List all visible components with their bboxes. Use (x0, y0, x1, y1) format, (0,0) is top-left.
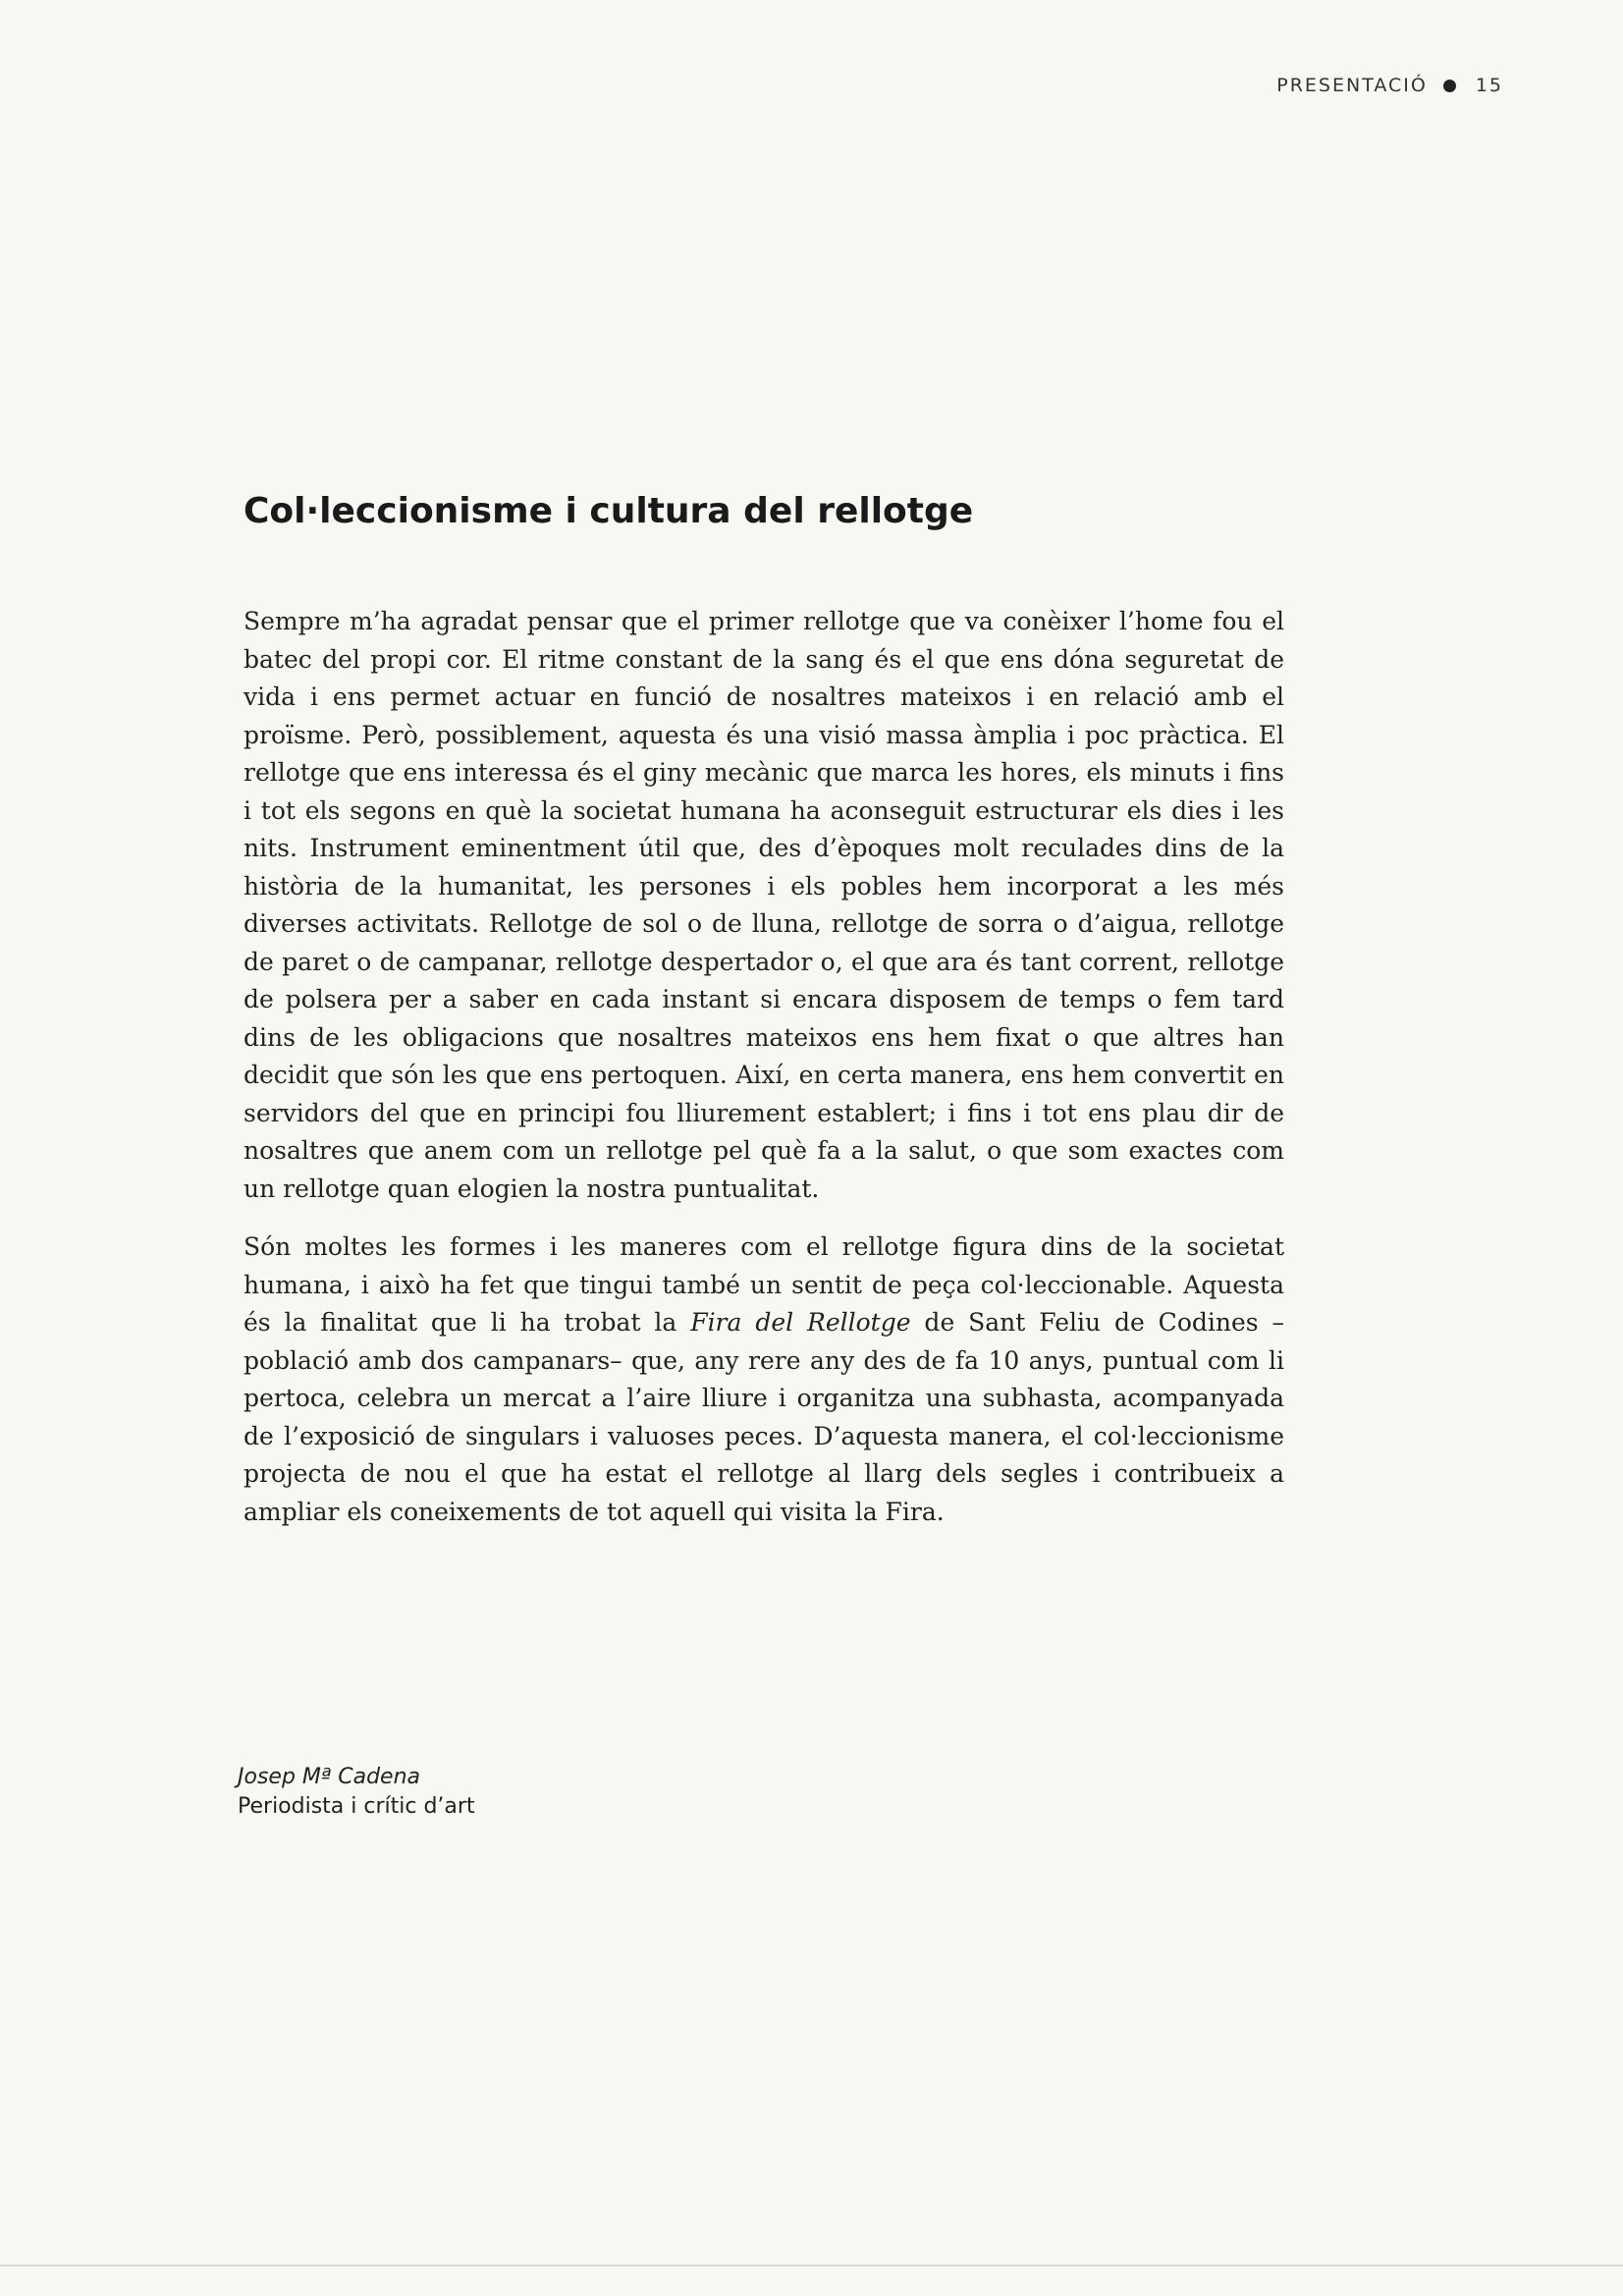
paragraph-1: Sempre m’ha agradat pensar que el primer rellotge que va conèixer l’home fou el batec del propi cor. El ritme constant de la sang és el que ens dóna seguretat de vida i ens permet actuar en funció de nosaltres mateixos i en relació amb el proïsme. Però, possiblement, aquesta és una visió massa àmplia i poc pràctica. El rellotge que ens interessa és el giny mecànic que marca les hores, els minuts i fins i tot els segons en què la societat humana ha aconseguit estructurar els dies i les nits. Instrument eminentment útil que, des d’èpoques molt reculades dins de la història de la humanitat, les persones i els pobles hem incorporat a les més diverses activitats. Rellotge de sol o de lluna, rellotge de sorra o d’aigua, rellotge de paret o de campanar, rellotge despertador o, el que ara és tant corrent, rellotge de polsera per a saber en cada instant si encara disposem de temps o fem tard dins de les obligacions que nosaltres mateixos ens hem fixat o que altres han decidit que són les que ens pertoquen. Així, en certa manera, ens hem convertit en servidors del que en principi fou lliurement establert; i fins i tot ens plau dir de nosaltres que anem com un rellotge pel què fa a la salut, o que som exactes com un rellotge quan elogien la nostra puntualitat. (243, 607, 1284, 1203)
article-title: Col·leccionisme i cultura del rellotge (243, 491, 974, 531)
paragraph-2-text-start: Són moltes les formes i les maneres com el rellotge figura dins de la societat humana, i això ha fet que tingui també un sentit de peça col·leccionable. Aquesta és la finalitat que li ha trobat la (243, 1232, 1284, 1337)
bullet-separator (1443, 80, 1456, 92)
author-role: Periodista i crític d’art (238, 1794, 475, 1819)
section-name: PRESENTACIÓ (1276, 75, 1428, 96)
paragraph-2-text-end: de Sant Feliu de Codines –població amb dos campanars– que, any rere any des de fa 10 anys, puntual com li pertoca, celebra un mercat a l’aire lliure i organitza una subhasta, acompanyada de l’exposició de singulars i valuoses peces. D’aquesta manera, el col·leccionisme projecta de nou el que ha estat el rellotge al llarg dels segles i contribueix a ampliar els coneixements de tot aquell qui visita la Fira. (243, 1308, 1284, 1526)
page-edge-line (0, 2265, 1623, 2267)
author-signature (238, 1763, 475, 1822)
fira-del-rellotge-italic: Fira del Rellotge (690, 1308, 911, 1337)
article-body (243, 603, 1284, 1552)
author-name: Josep Mª Cadena (238, 1765, 421, 1789)
running-header (1276, 75, 1503, 96)
paragraph-2 (243, 1229, 1284, 1531)
page-number: 15 (1475, 75, 1503, 96)
